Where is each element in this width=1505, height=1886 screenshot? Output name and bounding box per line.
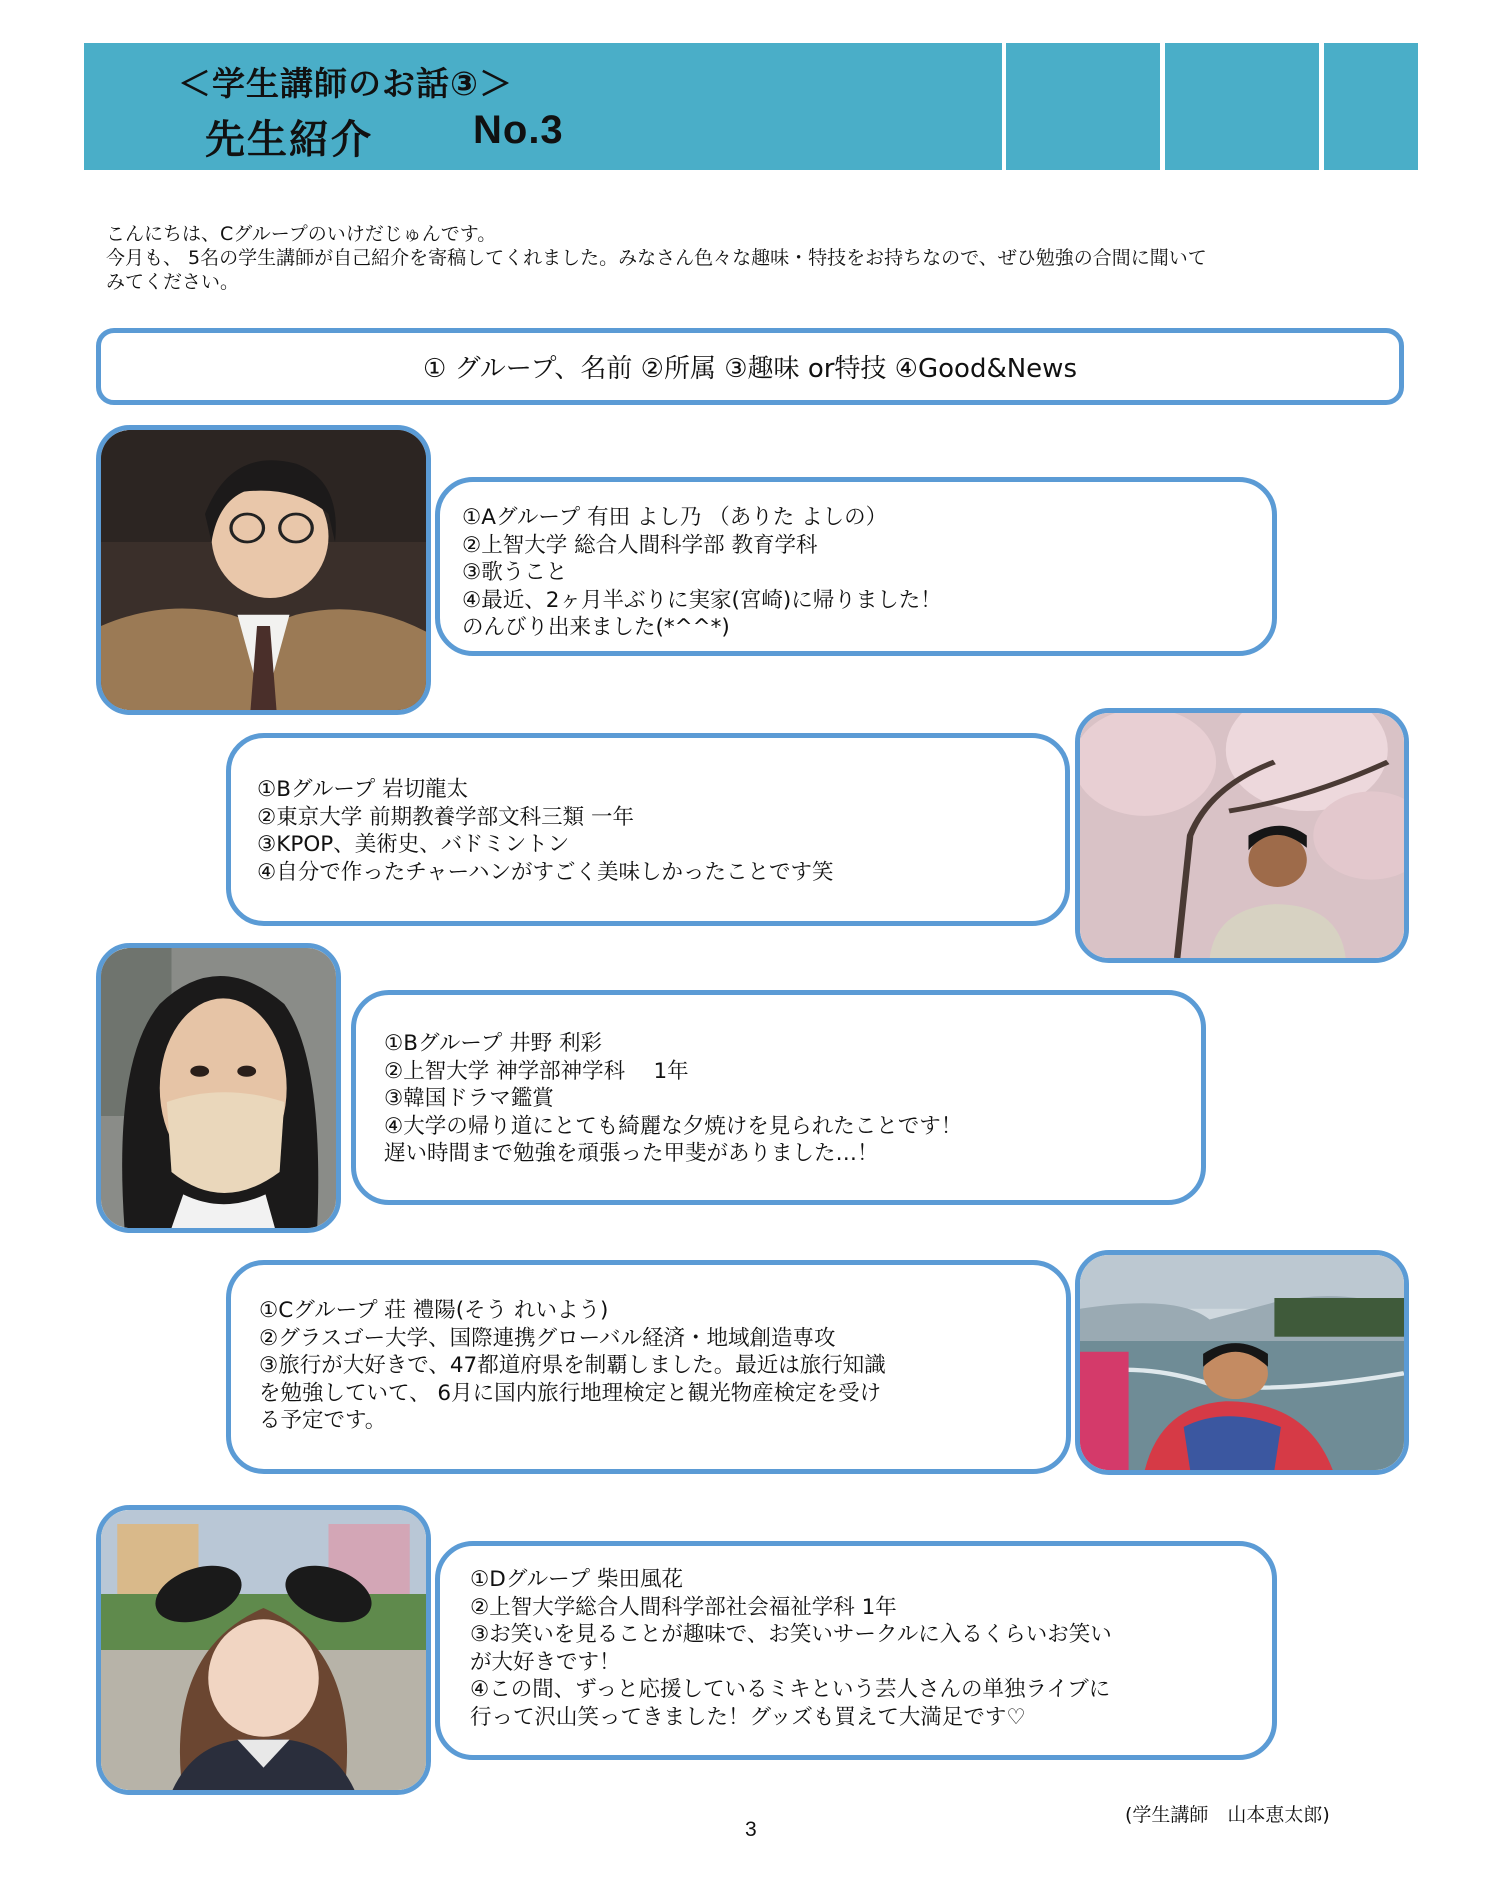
intro-line: みてください。 bbox=[106, 271, 240, 293]
teacher-line: 遅い時間まで勉強を頑張った甲斐がありました…！ bbox=[384, 1141, 879, 1166]
teacher-line: ④大学の帰り道にとても綺麗な夕焼けを見られたことです！ bbox=[384, 1113, 963, 1139]
teacher-photo bbox=[96, 425, 431, 715]
teacher-bubble bbox=[226, 1260, 1071, 1474]
teacher-line: 行って沢山笑ってきました！グッズも買えて大満足です♡ bbox=[470, 1704, 1026, 1730]
teacher-line: ③韓国ドラマ鑑賞 bbox=[384, 1086, 554, 1111]
teacher-line: ③旅行が大好きで、47都道府県を制覇しました。最近は旅行知識 bbox=[259, 1353, 886, 1378]
teacher-line: ②東京大学 前期教養学部文科三類 一年 bbox=[257, 804, 634, 830]
author-credit: (学生講師 山本恵太郎) bbox=[1125, 1804, 1330, 1826]
teacher-line: ②グラスゴー大学、国際連携グローバル経済・地域創造専攻 bbox=[259, 1325, 836, 1351]
intro-line: こんにちは、Cグループのいけだじゅんです。 bbox=[106, 223, 497, 245]
legend-box bbox=[96, 328, 1404, 405]
teacher-photo bbox=[96, 943, 341, 1233]
teacher-photo bbox=[96, 1505, 431, 1795]
teacher-line: ④この間、ずっと応援しているミキという芸人さんの単独ライブに bbox=[470, 1677, 1111, 1702]
header-subtitle: ＜学生講師のお話③＞ bbox=[178, 64, 513, 103]
teacher-line: ①Bグループ 岩切龍太 bbox=[257, 777, 469, 802]
teacher-bubble bbox=[435, 477, 1277, 656]
teacher-line: が大好きです！ bbox=[470, 1649, 621, 1675]
teacher-line: のんびり出来ました(*^^*) bbox=[462, 615, 730, 640]
header-square bbox=[1165, 43, 1319, 170]
header-square bbox=[1324, 43, 1418, 170]
teacher-line: ③KPOP、美術史、バドミントン bbox=[257, 832, 570, 857]
teacher-line: ③歌うこと bbox=[462, 560, 568, 585]
teacher-line: ②上智大学総合人間科学部社会福祉学科 1年 bbox=[470, 1594, 897, 1620]
teacher-line: ②上智大学 神学部神学科 1年 bbox=[384, 1058, 689, 1084]
teacher-bubble bbox=[435, 1541, 1277, 1760]
teacher-line: ④自分で作ったチャーハンがすごく美味しかったことです笑 bbox=[257, 859, 834, 885]
teacher-photo bbox=[1075, 1250, 1409, 1475]
teacher-line: ③お笑いを見ることが趣味で、お笑いサークルに入るくらいお笑い bbox=[470, 1622, 1112, 1647]
legend-text: ① グループ、名前 ②所属 ③趣味 or特技 ④Good&News bbox=[423, 354, 1077, 384]
issue-number: No.3 bbox=[473, 108, 564, 152]
teacher-line: ②上智大学 総合人間科学部 教育学科 bbox=[462, 532, 818, 558]
teacher-line: ④最近、2ヶ月半ぶりに実家(宮崎)に帰りました！ bbox=[462, 587, 942, 613]
teacher-line: を勉強していて、 6月に国内旅行地理検定と観光物産検定を受け bbox=[259, 1380, 882, 1406]
teacher-line: ①Cグループ 荘 禮陽(そう れいよう) bbox=[259, 1298, 609, 1323]
header-square bbox=[1006, 43, 1160, 170]
page-number: 3 bbox=[745, 1818, 757, 1841]
intro-line: 今月も、 5名の学生講師が自己紹介を寄稿してくれました。みなさん色々な趣味・特技をお持ちなので、ぜひ勉強の合間に聞いて bbox=[106, 247, 1207, 269]
teacher-bubble bbox=[226, 733, 1070, 926]
intro-text bbox=[106, 222, 1406, 294]
teacher-line: る予定です。 bbox=[259, 1408, 387, 1433]
teacher-bubble bbox=[351, 990, 1206, 1205]
page-title: 先生紹介 bbox=[205, 117, 373, 163]
teacher-line: ①Bグループ 井野 利彩 bbox=[384, 1031, 602, 1056]
teacher-photo bbox=[1075, 708, 1409, 963]
teacher-line: ①Dグループ 柴田風花 bbox=[470, 1567, 683, 1592]
teacher-line: ①Aグループ 有田 よし乃 （ありた よしの） bbox=[462, 505, 888, 530]
